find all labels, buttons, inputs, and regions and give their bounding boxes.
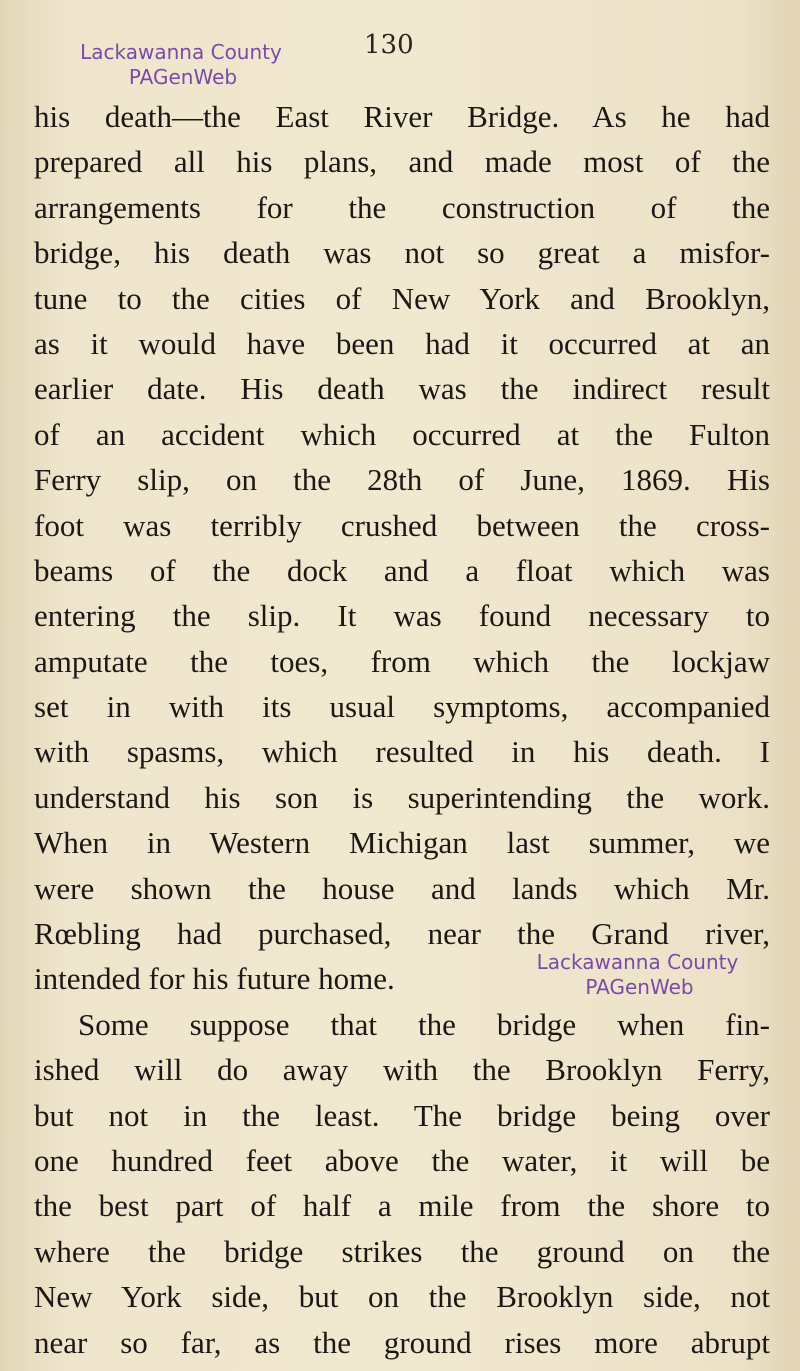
text-line: beams of the dock and a float which was bbox=[34, 552, 770, 588]
text-line: with spasms, which resulted in his death. I bbox=[34, 734, 770, 770]
text-line: bridge, his death was not so great a misfor- bbox=[34, 235, 770, 271]
text-line: Ferry slip, on the 28th of June, 1869. His bbox=[34, 462, 770, 498]
text-line: the best part of half a mile from the shore to bbox=[34, 1188, 770, 1224]
text-line: prepared all his plans, and made most of the bbox=[34, 144, 770, 180]
text-line: arrangements for the construction of the bbox=[34, 189, 770, 225]
watermark-mid bbox=[505, 950, 770, 1000]
text-line: New York side, but on the Brooklyn side, not bbox=[34, 1279, 770, 1315]
text-line: one hundred feet above the water, it will be bbox=[34, 1142, 770, 1178]
page-number: 130 bbox=[364, 30, 414, 60]
text-line: but not in the least. The bridge being over bbox=[34, 1097, 770, 1133]
text-line: entering the slip. It was found necessary to bbox=[34, 598, 770, 634]
text-line: where the bridge strikes the ground on the bbox=[34, 1233, 770, 1269]
text-line: amputate the toes, from which the lockjaw bbox=[34, 643, 770, 679]
text-line: set in with its usual symptoms, accompanied bbox=[34, 689, 770, 725]
text-line: were shown the house and lands which Mr. bbox=[34, 870, 770, 906]
text-line: as it would have been had it occurred at an bbox=[34, 325, 770, 361]
text-line: ished will do away with the Brooklyn Ferry, bbox=[34, 1052, 770, 1088]
watermark-line: Lackawanna County bbox=[80, 40, 282, 64]
text-line: foot was terribly crushed between the cross- bbox=[34, 507, 770, 543]
text-line: tune to the cities of New York and Brooklyn, bbox=[34, 280, 770, 316]
body-text bbox=[34, 94, 770, 1365]
text-line: of an accident which occurred at the Fulton bbox=[34, 416, 770, 452]
text-line: understand his son is superintending the work. bbox=[34, 779, 770, 815]
text-line: earlier date. His death was the indirect result bbox=[34, 371, 770, 407]
text-line: near so far, as the ground rises more abrupt bbox=[34, 1324, 770, 1360]
watermark-line: Lackawanna County bbox=[536, 950, 739, 974]
watermark-line: PAGenWeb bbox=[128, 65, 238, 89]
text-line: intended for his future home. bbox=[34, 961, 395, 997]
text-line: Some suppose that the bridge when fin- bbox=[78, 1006, 770, 1042]
text-line: his death—the East River Bridge. As he had bbox=[34, 99, 770, 134]
text-line: Rœbling had purchased, near the Grand river, bbox=[34, 916, 770, 952]
text-line: When in Western Michigan last summer, we bbox=[34, 825, 770, 861]
watermark-top bbox=[48, 40, 314, 90]
watermark-line: PAGenWeb bbox=[585, 975, 694, 999]
